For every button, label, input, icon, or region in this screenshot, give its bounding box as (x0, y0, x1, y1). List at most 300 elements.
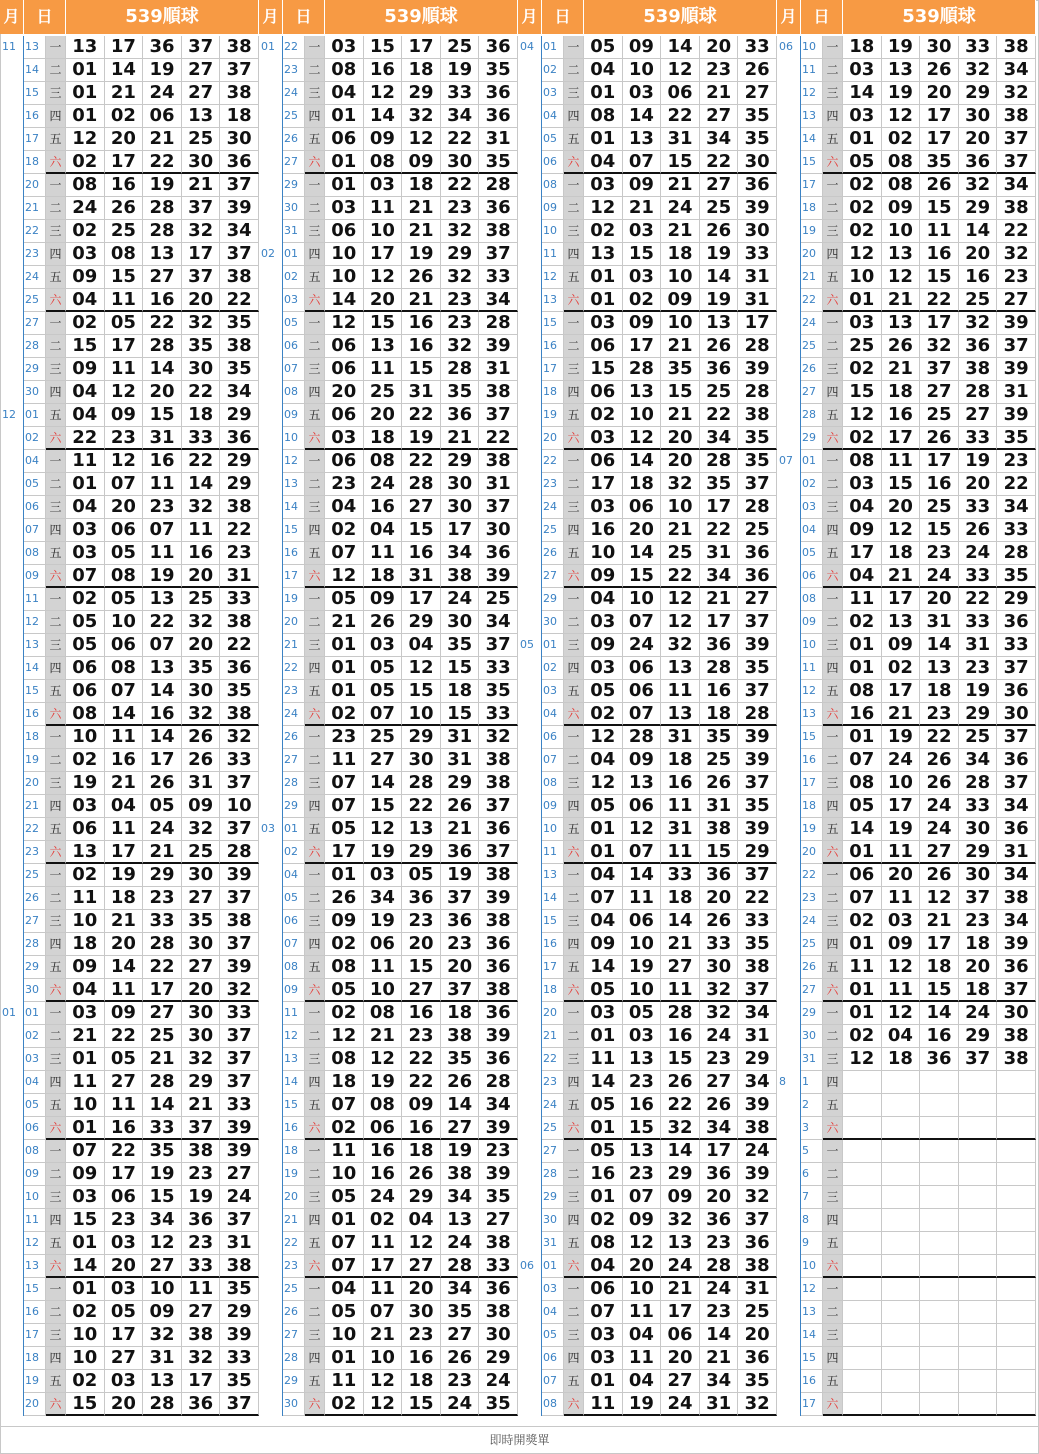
number-cell: 02 (66, 1370, 105, 1393)
number-cell: 39 (479, 1163, 518, 1186)
number-cell (920, 1071, 959, 1094)
number-cell: 15 (105, 266, 144, 289)
number-cell: 12 (623, 1232, 662, 1255)
month-cell (0, 726, 24, 749)
month-cell (518, 266, 542, 289)
number-cell: 03 (584, 174, 623, 197)
number-cell: 21 (402, 220, 441, 243)
number-cell: 39 (220, 197, 259, 220)
number-cell: 03 (66, 1002, 105, 1025)
table-row (0, 680, 259, 703)
table-row (259, 1370, 518, 1393)
number-cell (843, 1255, 882, 1278)
number-cell: 06 (661, 82, 700, 105)
weekday-cell: 五 (305, 680, 325, 703)
weekday-cell: 三 (564, 910, 584, 933)
number-cell: 03 (105, 1278, 144, 1301)
number-cell: 19 (182, 1186, 221, 1209)
number-cell: 01 (325, 634, 364, 657)
number-cell: 11 (364, 358, 403, 381)
month-cell (518, 1025, 542, 1048)
number-cell (997, 1071, 1036, 1094)
number-cell: 07 (66, 565, 105, 588)
day-cell: 27 (283, 749, 305, 772)
month-cell (518, 381, 542, 404)
day-cell: 12 (801, 1278, 823, 1301)
month-cell (518, 1370, 542, 1393)
weekday-cell: 三 (46, 910, 66, 933)
number-cell: 11 (843, 956, 882, 979)
weekday-cell: 三 (564, 1186, 584, 1209)
number-cell: 28 (143, 335, 182, 358)
number-cell: 20 (700, 36, 739, 59)
month-cell (777, 542, 801, 565)
number-cell: 16 (143, 703, 182, 726)
table-row (259, 243, 518, 266)
number-cell: 05 (105, 312, 144, 335)
number-cell: 21 (402, 289, 441, 312)
day-cell: 23 (24, 243, 46, 266)
number-cell: 17 (402, 588, 441, 611)
month-cell (0, 1071, 24, 1094)
month-cell (777, 128, 801, 151)
day-cell: 23 (283, 680, 305, 703)
number-cell (959, 1071, 998, 1094)
day-cell: 7 (801, 1186, 823, 1209)
number-cell: 39 (479, 1117, 518, 1140)
month-cell (518, 703, 542, 726)
weekday-cell: 三 (46, 496, 66, 519)
number-cell: 03 (66, 243, 105, 266)
weekday-cell: 五 (305, 266, 325, 289)
weekday-cell: 一 (305, 312, 325, 335)
number-cell: 13 (882, 312, 921, 335)
month-cell: 06 (518, 1255, 542, 1278)
number-cell: 12 (882, 105, 921, 128)
header-day: 日 (24, 0, 66, 34)
number-cell: 05 (105, 542, 144, 565)
number-cell: 21 (182, 174, 221, 197)
day-cell: 23 (801, 887, 823, 910)
number-cell: 12 (882, 1002, 921, 1025)
number-cell (920, 1301, 959, 1324)
number-cell: 02 (66, 312, 105, 335)
number-cell: 25 (738, 1301, 777, 1324)
number-cell: 07 (584, 887, 623, 910)
weekday-cell: 二 (305, 749, 325, 772)
number-cell: 17 (105, 841, 144, 864)
number-cell: 23 (441, 197, 480, 220)
number-cell: 06 (584, 381, 623, 404)
number-cell: 38 (997, 887, 1036, 910)
table-row (0, 657, 259, 680)
number-cell: 13 (143, 588, 182, 611)
weekday-cell: 三 (564, 1048, 584, 1071)
weekday-cell: 二 (46, 335, 66, 358)
number-cell: 31 (402, 565, 441, 588)
number-cell: 16 (920, 1025, 959, 1048)
number-cell: 08 (843, 450, 882, 473)
number-cell: 37 (220, 1048, 259, 1071)
number-cell: 02 (66, 220, 105, 243)
number-cell: 17 (700, 1140, 739, 1163)
number-cell: 02 (882, 128, 921, 151)
number-cell: 25 (182, 841, 221, 864)
month-cell: 06 (777, 36, 801, 59)
table-row (259, 818, 518, 841)
number-cell: 20 (661, 1347, 700, 1370)
table-row (259, 220, 518, 243)
number-cell: 27 (700, 174, 739, 197)
number-cell: 03 (623, 266, 662, 289)
number-cell: 13 (661, 1232, 700, 1255)
month-cell (518, 749, 542, 772)
number-cell: 38 (220, 36, 259, 59)
number-cell: 22 (920, 289, 959, 312)
day-cell: 10 (801, 634, 823, 657)
day-cell: 28 (542, 1163, 564, 1186)
number-cell: 34 (700, 1370, 739, 1393)
number-cell: 28 (959, 772, 998, 795)
number-cell: 09 (364, 588, 403, 611)
month-cell (777, 473, 801, 496)
table-row (259, 795, 518, 818)
weekday-cell: 四 (46, 381, 66, 404)
number-cell (843, 1278, 882, 1301)
number-cell: 08 (325, 59, 364, 82)
weekday-cell: 三 (305, 910, 325, 933)
table-row (518, 427, 777, 450)
number-cell: 36 (182, 1393, 221, 1416)
table-row (518, 1071, 777, 1094)
number-cell: 05 (105, 1301, 144, 1324)
number-cell: 26 (920, 427, 959, 450)
day-cell: 04 (542, 1301, 564, 1324)
day-cell: 18 (24, 1347, 46, 1370)
number-cell: 26 (700, 335, 739, 358)
number-cell: 16 (882, 404, 921, 427)
month-cell (518, 1232, 542, 1255)
header-month: 月 (0, 0, 24, 34)
number-cell (843, 1094, 882, 1117)
number-cell: 12 (882, 266, 921, 289)
weekday-cell: 三 (823, 220, 843, 243)
number-cell: 32 (920, 335, 959, 358)
number-cell: 16 (661, 1025, 700, 1048)
month-cell (518, 496, 542, 519)
table-row (777, 726, 1036, 749)
weekday-cell: 四 (46, 519, 66, 542)
header-day: 日 (283, 0, 325, 34)
number-cell: 12 (325, 1025, 364, 1048)
number-cell: 12 (325, 565, 364, 588)
number-cell: 27 (143, 1255, 182, 1278)
number-cell: 25 (441, 36, 480, 59)
number-cell: 24 (700, 1025, 739, 1048)
month-cell: 01 (259, 36, 283, 59)
number-cell: 08 (364, 151, 403, 174)
number-cell (920, 1370, 959, 1393)
number-cell: 38 (959, 358, 998, 381)
number-cell: 30 (997, 1002, 1036, 1025)
weekday-cell: 四 (305, 519, 325, 542)
number-cell: 29 (402, 1186, 441, 1209)
weekday-cell: 一 (46, 312, 66, 335)
weekday-cell: 一 (823, 588, 843, 611)
number-cell: 18 (105, 887, 144, 910)
number-cell: 31 (441, 726, 480, 749)
number-cell: 30 (700, 956, 739, 979)
number-cell: 06 (105, 519, 144, 542)
month-cell (259, 128, 283, 151)
number-cell: 35 (479, 151, 518, 174)
number-cell: 23 (920, 542, 959, 565)
number-cell: 06 (325, 128, 364, 151)
table-row (259, 588, 518, 611)
number-cell: 04 (402, 634, 441, 657)
number-cell: 35 (997, 427, 1036, 450)
number-cell: 24 (959, 542, 998, 565)
number-cell: 15 (843, 381, 882, 404)
number-cell: 14 (843, 82, 882, 105)
number-cell: 36 (997, 611, 1036, 634)
weekday-cell: 二 (823, 197, 843, 220)
table-row (777, 427, 1036, 450)
day-cell: 13 (801, 1301, 823, 1324)
day-cell: 23 (542, 1071, 564, 1094)
weekday-cell: 二 (564, 335, 584, 358)
number-cell: 01 (584, 1370, 623, 1393)
number-cell: 07 (364, 1301, 403, 1324)
number-cell: 37 (738, 473, 777, 496)
number-cell: 12 (843, 1048, 882, 1071)
number-cell: 17 (882, 588, 921, 611)
day-cell: 20 (542, 427, 564, 450)
number-cell: 16 (143, 289, 182, 312)
number-cell: 09 (402, 151, 441, 174)
day-cell: 13 (24, 36, 46, 59)
day-cell: 03 (542, 1278, 564, 1301)
number-cell (997, 1186, 1036, 1209)
table-row (518, 1301, 777, 1324)
table-row (777, 933, 1036, 956)
number-cell: 32 (661, 1209, 700, 1232)
number-cell: 03 (66, 1186, 105, 1209)
table-row (259, 1163, 518, 1186)
number-cell: 07 (325, 1094, 364, 1117)
number-cell: 17 (920, 128, 959, 151)
number-cell: 35 (479, 59, 518, 82)
table-row (518, 887, 777, 910)
number-cell: 14 (66, 1255, 105, 1278)
number-cell: 06 (325, 450, 364, 473)
weekday-cell: 一 (564, 864, 584, 887)
number-cell (882, 1071, 921, 1094)
number-cell: 34 (441, 1186, 480, 1209)
number-cell: 02 (843, 427, 882, 450)
weekday-cell: 二 (564, 749, 584, 772)
month-cell (0, 450, 24, 473)
number-cell: 26 (920, 772, 959, 795)
number-cell: 33 (479, 266, 518, 289)
number-cell: 18 (920, 956, 959, 979)
number-cell: 12 (66, 128, 105, 151)
number-cell: 39 (738, 634, 777, 657)
day-cell: 21 (283, 634, 305, 657)
day-cell: 29 (542, 588, 564, 611)
weekday-cell: 六 (305, 1393, 325, 1416)
table-row (259, 542, 518, 565)
number-cell: 01 (843, 657, 882, 680)
month-cell (259, 634, 283, 657)
number-cell: 35 (738, 427, 777, 450)
weekday-cell: 四 (305, 381, 325, 404)
table-row (0, 312, 259, 335)
number-cell: 34 (143, 1209, 182, 1232)
number-cell: 23 (441, 933, 480, 956)
number-cell: 23 (479, 1140, 518, 1163)
number-cell: 15 (623, 243, 662, 266)
number-cell: 22 (402, 795, 441, 818)
weekday-cell: 五 (46, 1094, 66, 1117)
month-cell (0, 588, 24, 611)
number-cell: 05 (623, 1002, 662, 1025)
month-cell (259, 956, 283, 979)
number-cell: 23 (700, 1048, 739, 1071)
number-cell: 09 (584, 634, 623, 657)
table-row (0, 358, 259, 381)
day-cell: 16 (283, 1117, 305, 1140)
table-row (518, 496, 777, 519)
weekday-cell: 五 (823, 1370, 843, 1393)
number-cell: 18 (882, 1048, 921, 1071)
day-cell: 09 (542, 795, 564, 818)
day-cell: 20 (283, 611, 305, 634)
table-row (518, 1117, 777, 1140)
number-cell: 34 (700, 128, 739, 151)
number-cell: 01 (584, 818, 623, 841)
weekday-cell: 一 (305, 1140, 325, 1163)
month-cell (259, 1163, 283, 1186)
number-cell: 12 (105, 450, 144, 473)
month-cell (777, 956, 801, 979)
day-cell: 30 (801, 1025, 823, 1048)
number-cell (959, 1347, 998, 1370)
number-cell: 04 (364, 519, 403, 542)
table-row (0, 611, 259, 634)
weekday-cell: 一 (305, 1278, 325, 1301)
number-cell: 32 (441, 266, 480, 289)
number-cell (920, 1324, 959, 1347)
table-row (518, 772, 777, 795)
number-cell: 05 (325, 588, 364, 611)
table-row (518, 36, 777, 59)
day-cell: 15 (283, 1094, 305, 1117)
number-cell: 08 (843, 680, 882, 703)
number-cell: 38 (738, 956, 777, 979)
number-cell: 33 (220, 588, 259, 611)
number-cell: 15 (920, 519, 959, 542)
month-cell (777, 427, 801, 450)
day-cell: 03 (542, 680, 564, 703)
number-cell: 16 (364, 1140, 403, 1163)
number-cell: 04 (105, 795, 144, 818)
number-cell: 11 (882, 450, 921, 473)
number-cell: 19 (364, 841, 403, 864)
day-cell: 30 (24, 979, 46, 1002)
number-cell: 15 (364, 312, 403, 335)
weekday-cell: 三 (46, 220, 66, 243)
weekday-cell: 三 (823, 1324, 843, 1347)
number-cell: 19 (364, 1071, 403, 1094)
table-row (777, 956, 1036, 979)
number-cell: 12 (325, 312, 364, 335)
number-cell: 17 (105, 335, 144, 358)
number-cell: 16 (364, 1163, 403, 1186)
number-cell: 36 (479, 1278, 518, 1301)
day-cell: 21 (24, 197, 46, 220)
number-cell: 36 (402, 887, 441, 910)
table-row (777, 542, 1036, 565)
month-cell (259, 1255, 283, 1278)
number-cell: 13 (920, 657, 959, 680)
number-cell: 23 (105, 1209, 144, 1232)
table-row (777, 1071, 1036, 1094)
number-cell: 25 (959, 726, 998, 749)
weekday-cell: 一 (305, 450, 325, 473)
number-cell: 38 (182, 1324, 221, 1347)
number-cell: 05 (325, 1301, 364, 1324)
day-cell: 23 (283, 1255, 305, 1278)
number-cell: 12 (882, 519, 921, 542)
number-cell: 27 (402, 1255, 441, 1278)
number-cell (920, 1278, 959, 1301)
number-cell: 16 (402, 1347, 441, 1370)
number-cell: 04 (584, 910, 623, 933)
number-cell: 19 (700, 289, 739, 312)
number-cell: 36 (997, 818, 1036, 841)
weekday-cell: 四 (46, 105, 66, 128)
month-cell (259, 703, 283, 726)
table-row (777, 565, 1036, 588)
number-cell: 21 (661, 220, 700, 243)
number-cell: 38 (997, 36, 1036, 59)
weekday-cell: 四 (46, 1347, 66, 1370)
number-cell: 31 (738, 289, 777, 312)
weekday-cell: 二 (46, 197, 66, 220)
number-cell: 19 (143, 1163, 182, 1186)
number-cell (920, 1140, 959, 1163)
table-row (0, 749, 259, 772)
month-cell (518, 657, 542, 680)
weekday-cell: 六 (46, 1255, 66, 1278)
table-row (259, 473, 518, 496)
number-cell: 28 (479, 174, 518, 197)
number-cell: 03 (584, 427, 623, 450)
month-cell (259, 1140, 283, 1163)
month-cell (259, 174, 283, 197)
month-cell (0, 496, 24, 519)
number-cell: 05 (843, 795, 882, 818)
number-cell: 35 (182, 335, 221, 358)
month-cell (0, 197, 24, 220)
number-cell: 37 (920, 358, 959, 381)
number-cell: 30 (441, 496, 480, 519)
number-cell: 12 (843, 404, 882, 427)
number-cell: 37 (738, 680, 777, 703)
weekday-cell: 五 (823, 680, 843, 703)
month-cell (0, 680, 24, 703)
